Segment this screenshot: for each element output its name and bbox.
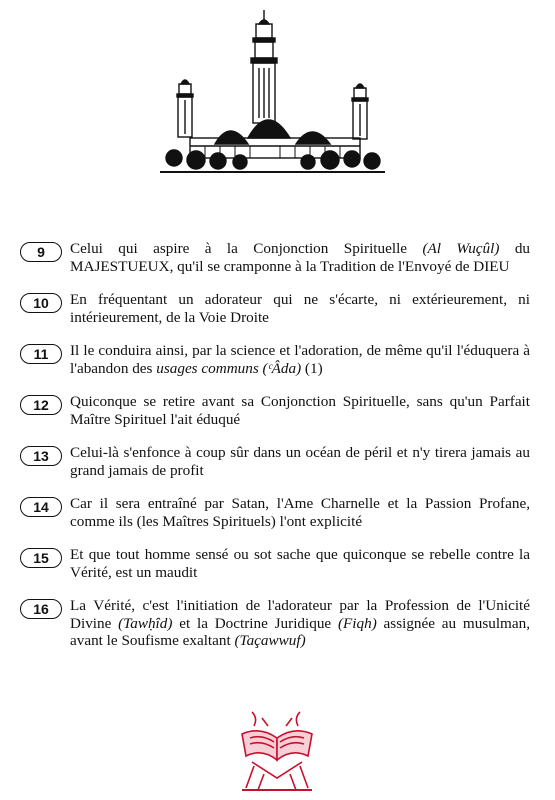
verse-text — [70, 597, 530, 650]
verse-term-italic: (Fiqh) — [337, 614, 377, 632]
verse-item — [20, 444, 530, 479]
verse-item — [20, 495, 530, 530]
quran-on-stand-icon — [232, 708, 322, 794]
verse-text — [70, 291, 530, 326]
verse-text-run: En fréquentant un adorateur qui ne s'écarte, ni extérieurement, ni intérieurement, de la Voie Droite — [70, 291, 530, 326]
verse-item — [20, 291, 530, 326]
verse-list — [20, 240, 530, 666]
verse-text — [70, 393, 530, 428]
verse-number-badge: 14 — [20, 497, 62, 517]
verse-number-badge: 11 — [20, 344, 62, 364]
verse-text-run: Celui-là s'enfonce à coup sûr dans un océan de péril et n'y tirera jamais au grand jamais de profit — [70, 444, 530, 479]
verse-text-run: du MAJESTUEUX, qu'il se cramponne à la Tradition de l'Envoyé de DIEU — [70, 240, 531, 275]
verse-item — [20, 240, 530, 275]
verse-text — [70, 444, 530, 479]
verse-item — [20, 393, 530, 428]
verse-text — [70, 240, 530, 275]
verse-number-badge: 9 — [20, 242, 62, 262]
verse-text — [70, 342, 530, 377]
verse-text-run: Et que tout homme sensé ou sot sache que quiconque se rebelle contre la Vérité, est un maudit — [70, 546, 530, 581]
verse-number-badge: 16 — [20, 599, 62, 619]
verse-item — [20, 342, 530, 377]
verse-number-badge: 10 — [20, 293, 62, 313]
verse-text-run: et la Doctrine Juridique — [172, 614, 338, 632]
verse-item — [20, 546, 530, 581]
verse-text — [70, 495, 530, 530]
verse-text-run: Il le conduira ainsi, par la science et l'adoration, de même qu'il l'éduquera à l'abandon des — [70, 342, 530, 377]
verse-item — [20, 597, 530, 650]
verse-text-run: (1) — [301, 359, 323, 377]
verse-text-run: assignée au musulman, avant le Soufisme exaltant — [70, 614, 530, 649]
verse-number-badge: 12 — [20, 395, 62, 415]
verse-text-run: Quiconque se retire avant sa Conjonction Spirituelle, sans qu'un Parfait Maître Spirituel l'ait éduqué — [70, 393, 530, 428]
verse-term-italic: (Tawḥîd) — [118, 614, 173, 632]
verse-number-badge: 13 — [20, 446, 62, 466]
mosque-illustration-icon — [160, 6, 385, 186]
verse-term-italic: (Al Wuçûl) — [422, 240, 500, 257]
verse-number-badge: 15 — [20, 548, 62, 568]
verse-term-italic: usages communs (ᶜÂda) — [156, 359, 302, 377]
verse-term-italic: (Taçawwuf) — [234, 632, 306, 649]
verse-text — [70, 546, 530, 581]
verse-text-run: Car il sera entraîné par Satan, l'Ame Charnelle et la Passion Profane, comme ils (les Maîtres Spirituels) l'ont explicité — [70, 495, 530, 530]
verse-text-run: La Vérité, c'est l'initiation de l'adorateur par la Profession de l'Unicité Divine — [70, 597, 530, 632]
verse-text-run: Celui qui aspire à la Conjonction Spirituelle — [70, 240, 423, 257]
